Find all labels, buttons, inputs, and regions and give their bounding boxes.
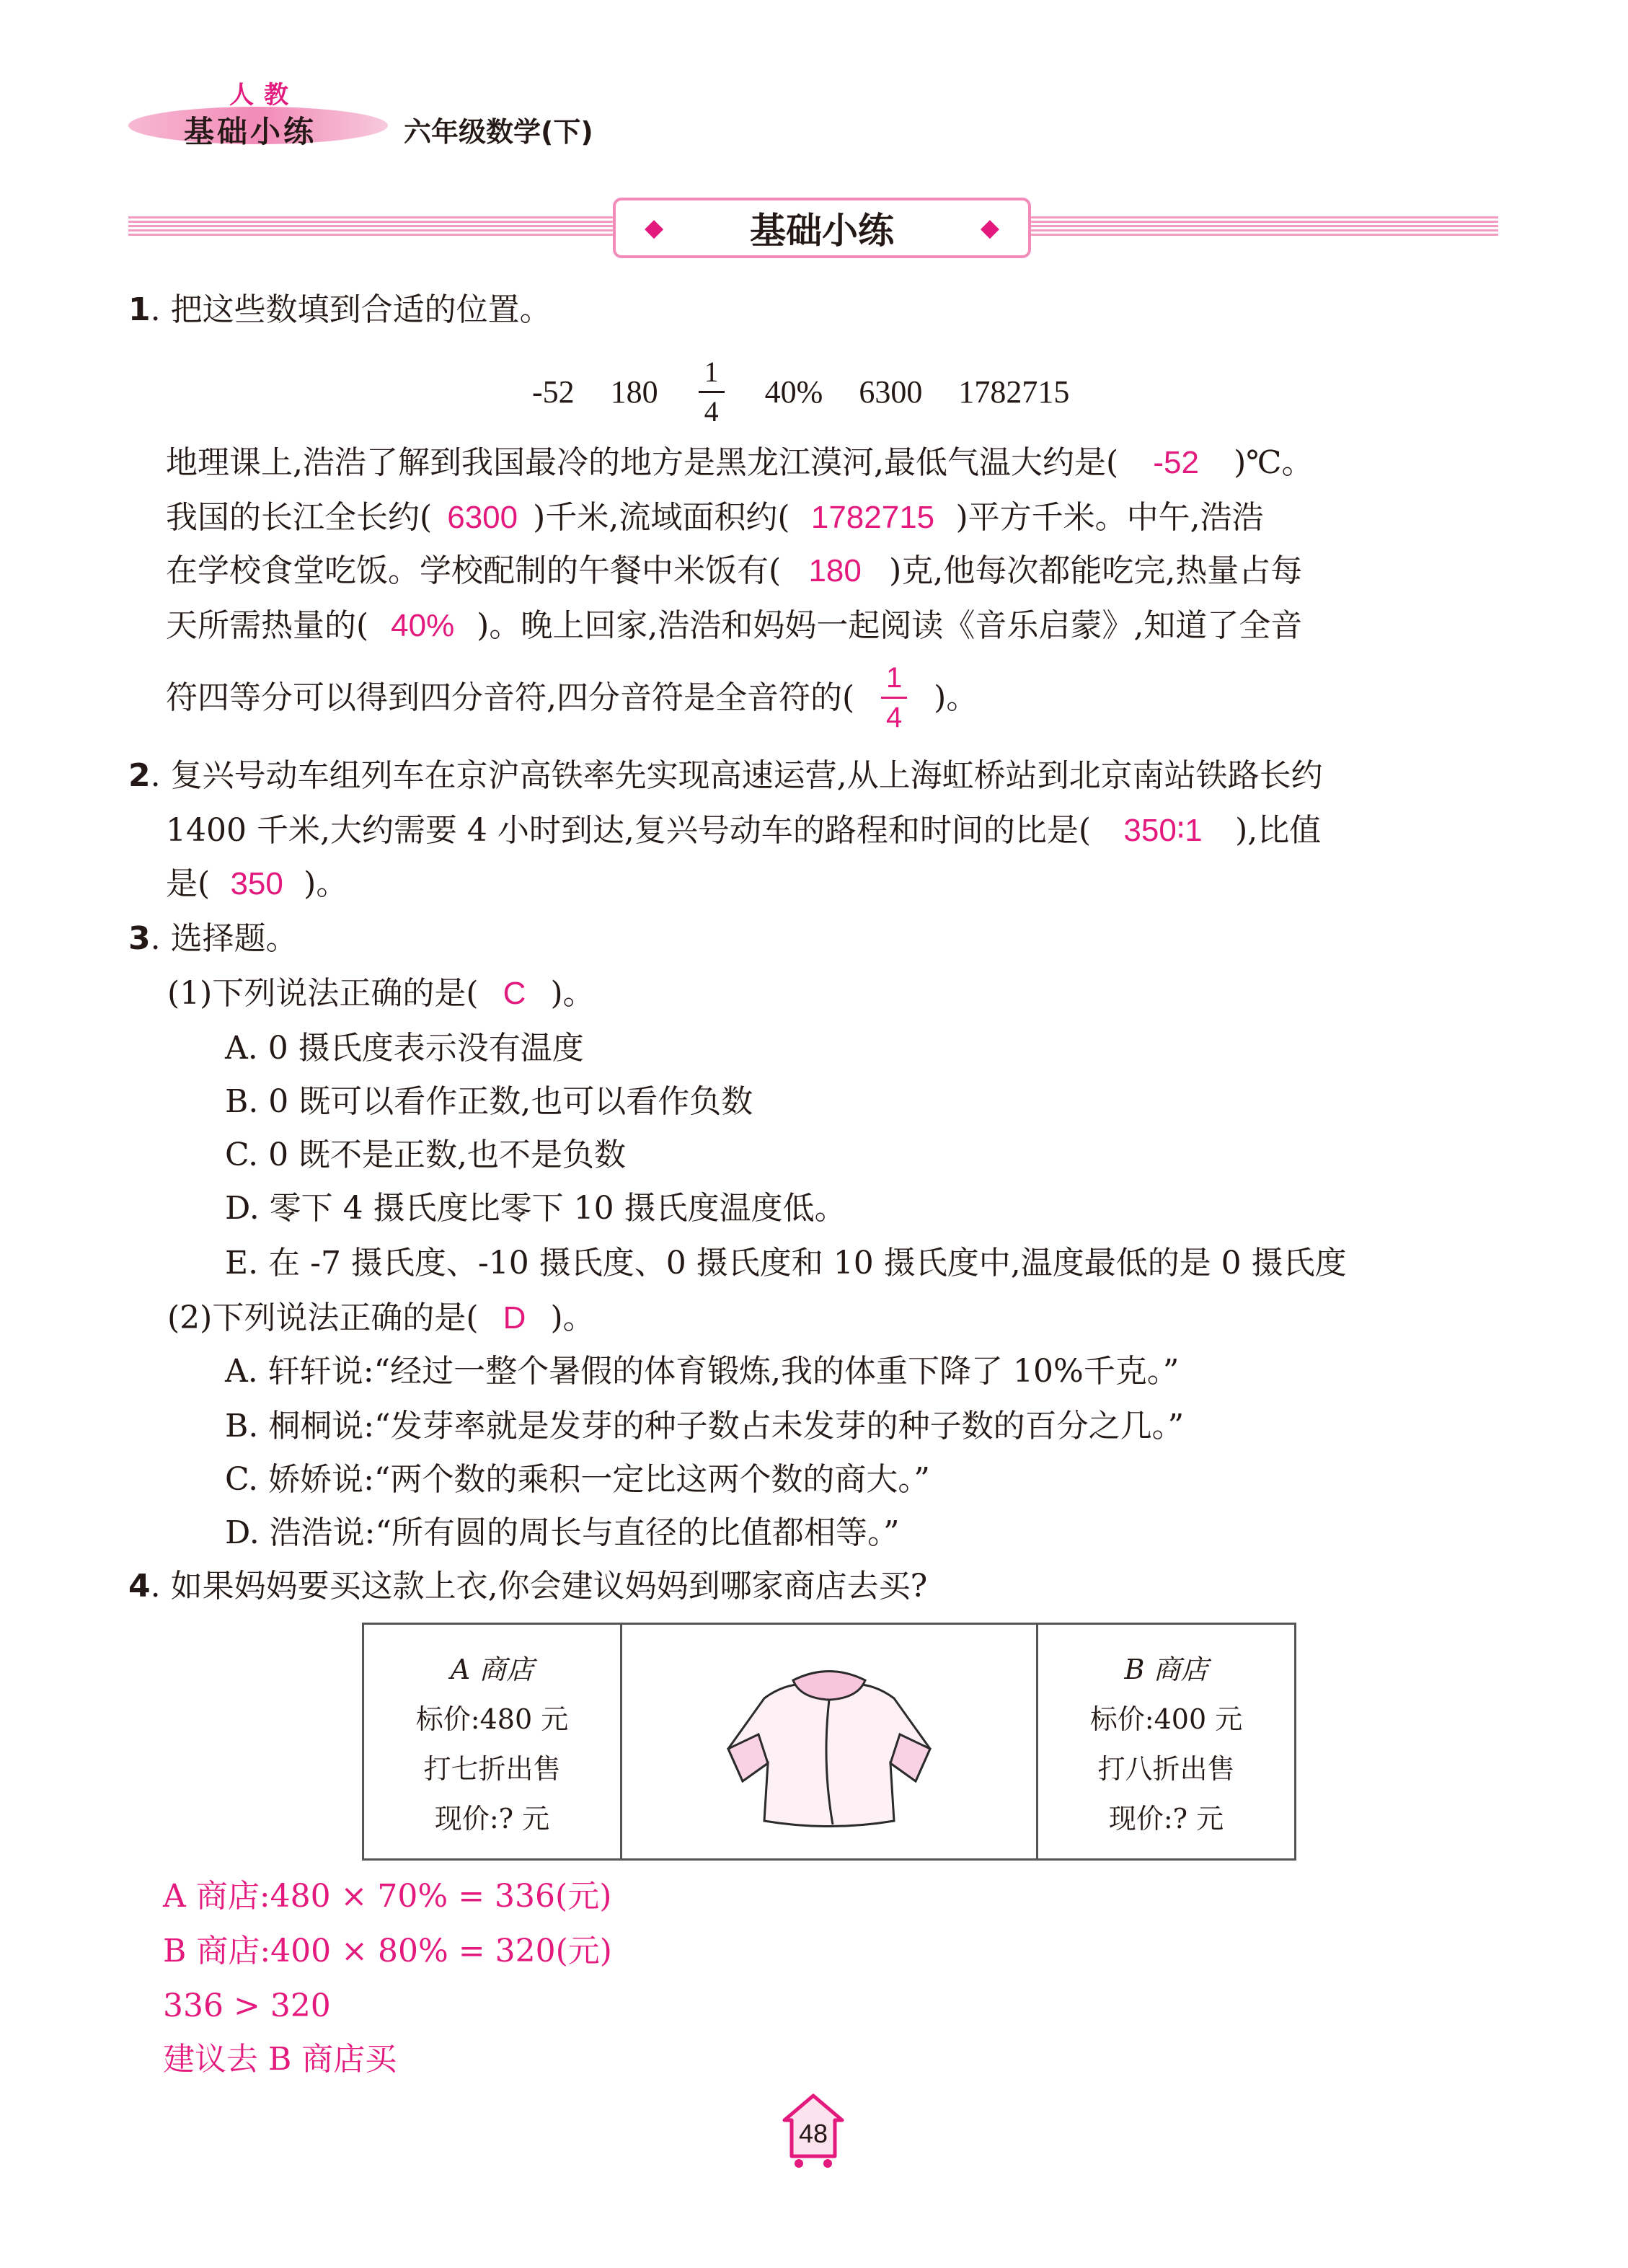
- text: 1400 千米,大约需要 4 小时到达,复兴号动车的路程和时间的比是(: [166, 812, 1092, 849]
- option-item: D. 零下 4 摄氏度比零下 10 摄氏度温度低。: [225, 1190, 846, 1227]
- store-price: 标价:480 元: [415, 1703, 569, 1735]
- q3-sub2: [167, 1297, 595, 1340]
- store-price: 标价:400 元: [1089, 1703, 1243, 1735]
- text: )千米,流域面积约(: [533, 499, 790, 536]
- text: (1)下列说法正确的是(: [167, 975, 479, 1012]
- q1-number: 1: [128, 291, 151, 328]
- q1-line-5: [166, 663, 978, 732]
- section-title-box: [613, 198, 1031, 258]
- store-discount: 打七折出售: [423, 1753, 561, 1785]
- logo-publisher: 人教: [229, 81, 298, 110]
- answer-blank: -52: [1153, 445, 1199, 480]
- q1-line-4: [166, 604, 1302, 648]
- q4-prompt: [128, 1565, 927, 1608]
- jacket-icon: [714, 1648, 944, 1835]
- q1-prompt: [128, 288, 552, 332]
- number-item: 180: [610, 374, 658, 410]
- option-item: A. 轩轩说:“经过一整个暑假的体育锻炼,我的体重下降了 10%千克。”: [225, 1353, 1180, 1390]
- q4-number: 4: [128, 1568, 151, 1605]
- q2-line-2: [166, 809, 1321, 852]
- text: (2)下列说法正确的是(: [167, 1300, 479, 1336]
- answer-line: A 商店:480 × 70% = 336(元): [163, 1878, 612, 1915]
- fraction-numerator: 1: [704, 356, 719, 388]
- page-number-badge: [777, 2091, 849, 2171]
- text: . 选择题。: [150, 920, 298, 957]
- section-title: 基础小练: [750, 210, 894, 252]
- q1-line-1: [166, 441, 1314, 485]
- option-item: C. 0 既不是正数,也不是负数: [225, 1137, 627, 1173]
- fraction-bar: [699, 391, 725, 393]
- fraction-numerator: 1: [886, 662, 903, 694]
- text: )。: [550, 1300, 595, 1336]
- text: 是(: [166, 865, 211, 902]
- page-number: 48: [798, 2119, 828, 2148]
- text: )。晚上回家,浩浩和妈妈一起阅读《音乐启蒙》,知道了全音: [477, 607, 1303, 644]
- text: ),比值: [1235, 812, 1322, 849]
- text: 我国的长江全长约(: [166, 499, 433, 536]
- q1-line-2: [166, 496, 1264, 539]
- q2-line-3: [166, 862, 348, 906]
- fraction-bar: [881, 697, 907, 699]
- text: 地理课上,浩浩了解到我国最冷的地方是黑龙江漠河,最低气温大约是(: [166, 444, 1119, 481]
- q1-number-list: [532, 358, 1069, 426]
- fraction-denominator: 4: [704, 395, 719, 428]
- answer-line: B 商店:400 × 80% = 320(元): [163, 1933, 612, 1969]
- diamond-icon: ◆: [980, 213, 999, 242]
- number-item: 6300: [859, 374, 923, 410]
- q3-prompt: [128, 917, 298, 961]
- text: 天所需热量的(: [166, 607, 369, 644]
- store-comparison-table: [362, 1623, 1296, 1861]
- q3-number: 3: [128, 920, 151, 957]
- store-current-price: 现价:? 元: [434, 1803, 550, 1835]
- answer-blank: 350∶1: [1123, 813, 1203, 848]
- answer-blank: D: [503, 1300, 526, 1336]
- option-item: D. 浩浩说:“所有圆的周长与直径的比值都相等。”: [225, 1514, 900, 1551]
- answer-blank: 180: [808, 553, 862, 588]
- text: . 复兴号动车组列车在京沪高铁率先实现高速运营,从上海虹桥站到北京南站铁路长约: [150, 757, 1323, 794]
- option-item: E. 在 -7 摄氏度、-10 摄氏度、0 摄氏度和 10 摄氏度中,温度最低的是 0 摄氏度: [225, 1245, 1347, 1281]
- logo-series: 基础小练: [184, 114, 317, 149]
- q2-number: 2: [128, 757, 151, 794]
- text: 符四等分可以得到四分音符,四分音符是全音符的(: [166, 679, 855, 716]
- option-item: B. 0 既可以看作正数,也可以看作负数: [225, 1083, 753, 1120]
- store-a-cell: [364, 1625, 620, 1858]
- store-current-price: 现价:? 元: [1108, 1803, 1224, 1835]
- text: )克,他每次都能吃完,热量占每: [889, 552, 1303, 589]
- text: )。: [304, 865, 348, 902]
- number-item: -52: [532, 374, 575, 410]
- fraction-denominator: 4: [886, 702, 903, 733]
- fraction-one-quarter: [699, 358, 725, 426]
- option-item: C. 娇娇说:“两个数的乘积一定比这两个数的商大。”: [225, 1461, 930, 1498]
- answer-line: 336 > 320: [163, 1987, 331, 2024]
- store-b-cell: [1038, 1625, 1294, 1858]
- answer-blank: 1782715: [810, 500, 935, 535]
- text: )平方千米。中午,浩浩: [955, 499, 1264, 536]
- jacket-image-cell: [620, 1625, 1038, 1858]
- store-discount: 打八折出售: [1097, 1753, 1235, 1785]
- answer-blank: [854, 663, 934, 732]
- answer-blank: 350: [230, 866, 283, 901]
- q1-text: . 把这些数填到合适的位置。: [150, 291, 552, 328]
- text: )℃。: [1234, 444, 1314, 481]
- answer-blank: 40%: [391, 608, 455, 643]
- q3-sub1: [167, 972, 595, 1015]
- fraction-answer: [881, 663, 907, 732]
- number-item: 40%: [764, 374, 823, 410]
- answer-blank: C: [503, 976, 526, 1011]
- store-name: B 商店: [1124, 1654, 1208, 1685]
- q2-line-1: [128, 754, 1323, 798]
- answer-line: 建议去 B 商店买: [163, 2041, 397, 2078]
- option-item: A. 0 摄氏度表示没有温度: [225, 1030, 584, 1067]
- text: . 如果妈妈要买这款上衣,你会建议妈妈到哪家商店去买?: [150, 1568, 928, 1605]
- answer-blank: 6300: [447, 500, 518, 535]
- option-item: B. 桐桐说:“发芽率就是发芽的种子数占未发芽的种子数的百分之几。”: [225, 1408, 1185, 1444]
- grade-title: 六年级数学(下): [404, 116, 593, 148]
- q1-line-3: [166, 550, 1302, 593]
- number-item: 1782715: [958, 374, 1070, 410]
- text: 在学校食堂吃饭。学校配制的午餐中米饭有(: [166, 552, 782, 589]
- diamond-icon: ◆: [645, 213, 664, 242]
- store-name: A 商店: [450, 1654, 534, 1685]
- text: )。: [934, 679, 978, 716]
- text: )。: [550, 975, 595, 1012]
